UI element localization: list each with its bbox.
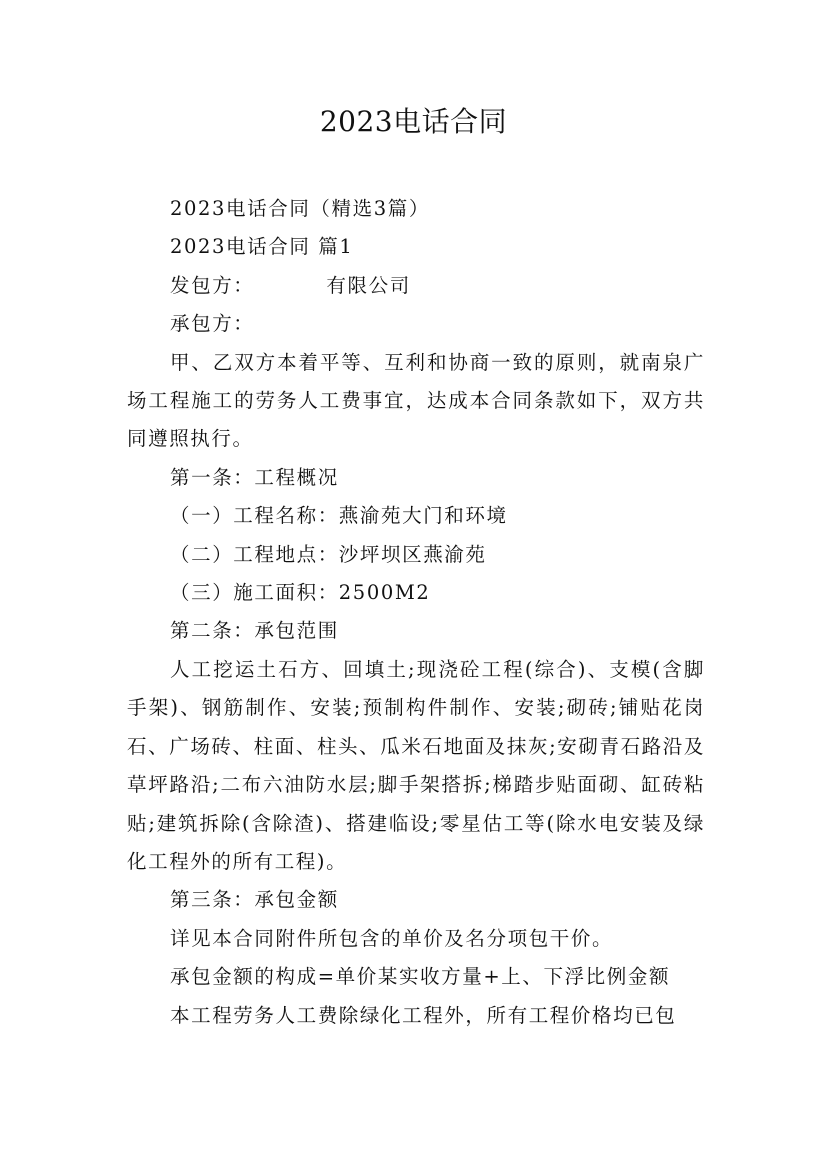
- article2-text: 人工挖运土石方、回填土;现浇砼工程(综合)、支模(含脚手架)、钢筋制作、安装;预制构件制作、安装;砌砖;铺贴花岗石、广场砖、柱面、柱头、瓜米石地面及抹灰;安砌青石路沿及草坪路沿;二布六油防水层;脚手架搭拆;梯踏步贴面砌、缸砖粘贴;建筑拆除(含除渣)、搭建临设;零星估工等(除水电安装及绿化工程外的所有工程)。: [127, 657, 705, 873]
- employer-label: 发包方：: [170, 273, 255, 297]
- article3-line2: 承包金额的构成=单价某实收方量+上、下浮比例金额: [170, 965, 671, 989]
- document-subtitle: 2023电话合同（精选3篇）: [170, 197, 430, 220]
- article3-line1: 详见本合同附件所包含的单价及名分项包干价。: [170, 926, 614, 950]
- document-title: 2023电话合同: [319, 105, 508, 138]
- article1-title: 第一条：工程概况: [170, 465, 339, 489]
- employer-value: 有限公司: [326, 273, 411, 297]
- article1-item3: （三）施工面积：2500M2: [170, 581, 431, 605]
- section-heading: 2023电话合同 篇1: [170, 235, 354, 259]
- article3-line3: 本工程劳务人工费除绿化工程外，所有工程价格均已包: [170, 1003, 677, 1027]
- document-body: [127, 190, 705, 1035]
- contractor-line: 承包方：: [170, 312, 255, 336]
- article3-title: 第三条：承包金额: [170, 888, 339, 912]
- article1-item1: （一）工程名称：燕渝苑大门和环境: [170, 504, 508, 528]
- employer-line: [127, 267, 705, 305]
- article1-item2: （二）工程地点：沙坪坝区燕渝苑: [170, 542, 487, 566]
- intro-paragraph: 甲、乙双方本着平等、互利和协商一致的原则，就南泉广场工程施工的劳务人工费事宜，达成本合同条款如下，双方共同遵照执行。: [127, 350, 705, 451]
- article2-title: 第二条：承包范围: [170, 619, 339, 643]
